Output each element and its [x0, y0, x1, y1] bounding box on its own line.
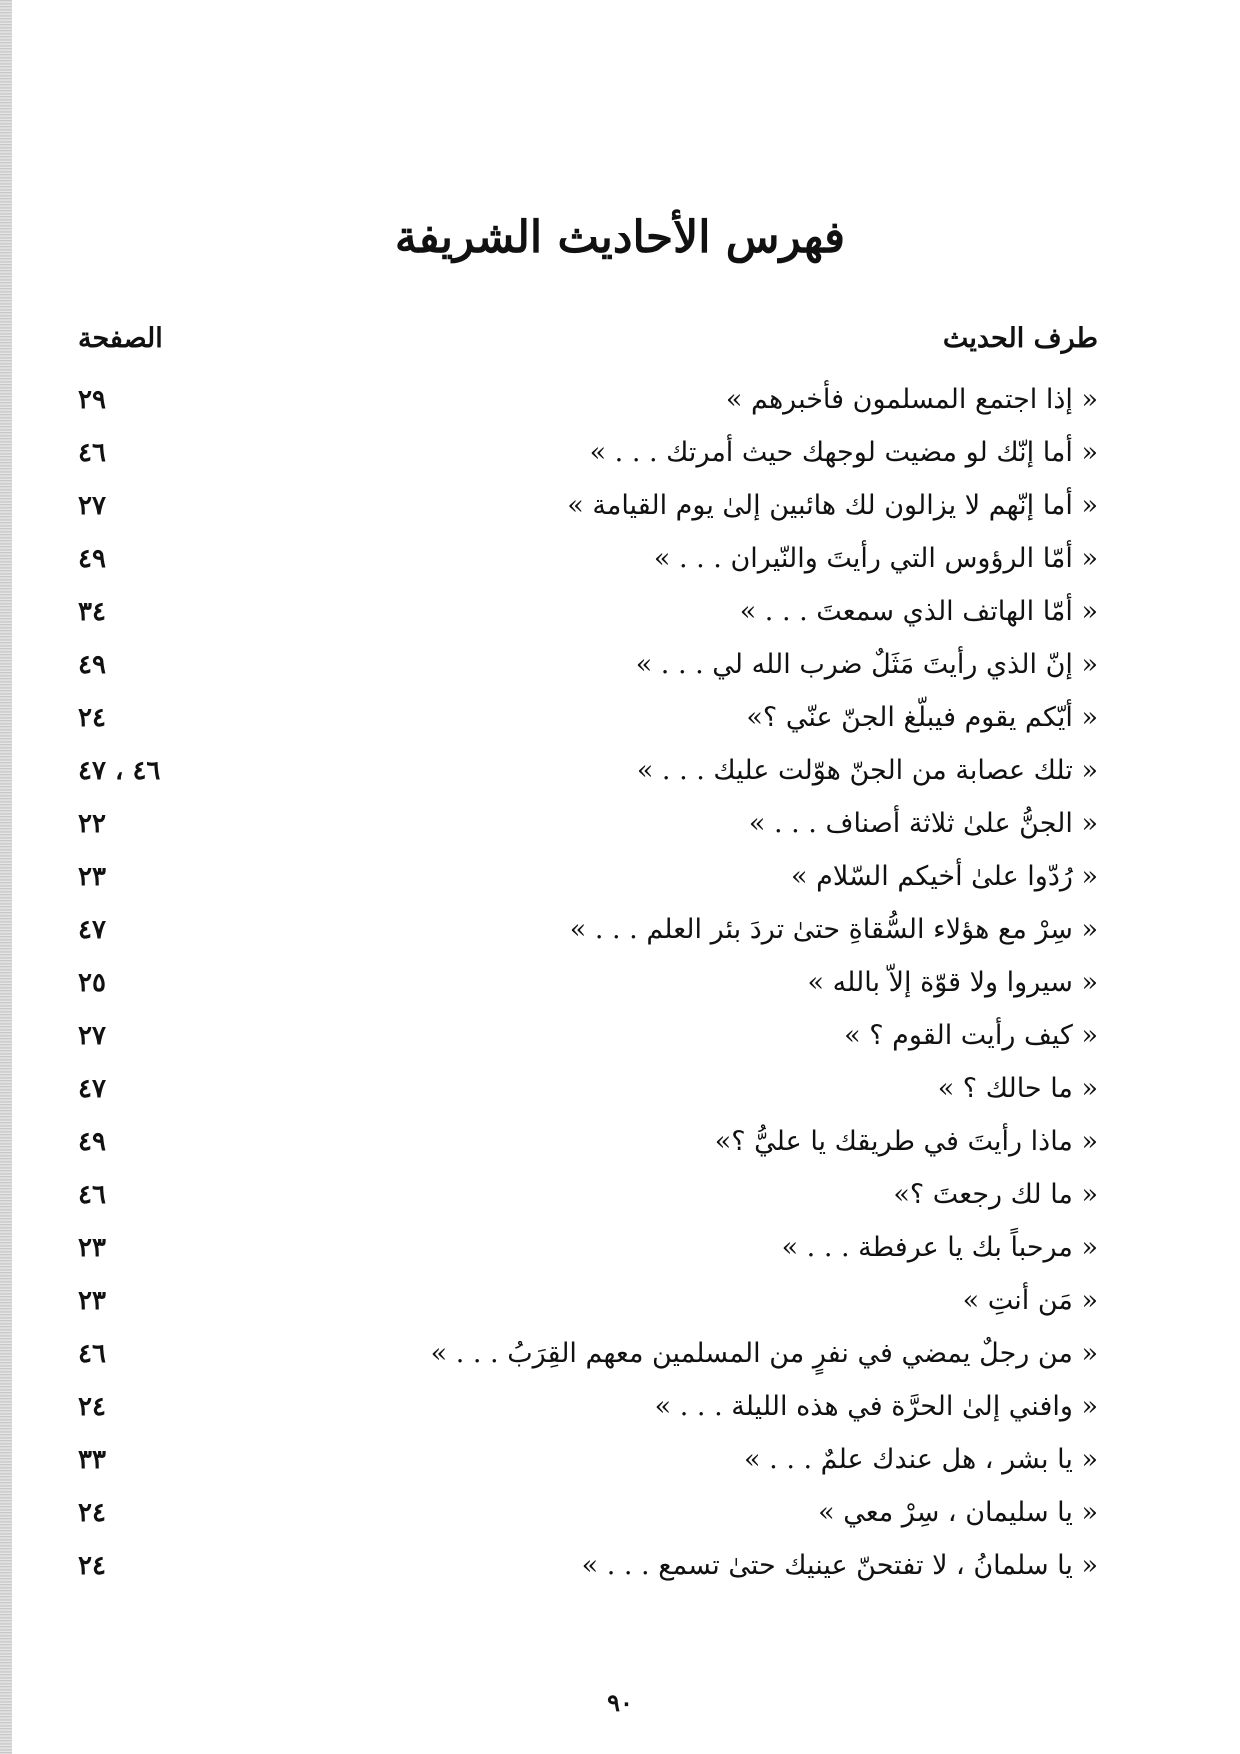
index-entry — [78, 903, 1098, 956]
hadith-text: « أمّا الهاتف الذي سمعتَ . . . » — [739, 596, 1098, 627]
hadith-text: « تلك عصابة من الجنّ هوّلت عليك . . . » — [636, 755, 1098, 786]
page-reference: ٤٩ — [78, 649, 106, 680]
page-reference: ٢٧ — [78, 490, 106, 521]
hadith-text: « ما حالك ؟ » — [937, 1073, 1098, 1104]
hadith-text: « وافني إلىٰ الحرَّة في هذه الليلة . . . » — [654, 1391, 1098, 1422]
page-title: فهرس الأحاديث الشريفة — [394, 212, 846, 263]
page-reference: ٤٦ — [78, 1179, 106, 1210]
hadith-text: « من رجلٌ يمضي في نفرٍ من المسلمين معهم القِرَبُ . . . » — [430, 1338, 1098, 1369]
index-entry — [78, 373, 1098, 426]
hadith-text: « رُدّوا علىٰ أخيكم السّلام » — [791, 861, 1098, 892]
page-reference: ٢٤ — [78, 1391, 106, 1422]
page-reference: ٢٣ — [78, 1232, 106, 1263]
hadith-text: « يا سلمانُ ، لا تفتحنّ عينيك حتىٰ تسمع . . . » — [581, 1550, 1098, 1581]
column-header-row — [78, 316, 1098, 360]
page-reference: ٢٤ — [78, 1497, 106, 1528]
index-entry — [78, 585, 1098, 638]
hadith-text: « ماذا رأيتَ في طريقك يا عليُّ ؟» — [714, 1126, 1098, 1157]
index-entry — [78, 797, 1098, 850]
index-entry — [78, 1009, 1098, 1062]
page-reference: ٢٢ — [78, 808, 106, 839]
page-reference: ٢٩ — [78, 384, 106, 415]
page-reference: ٣٣ — [78, 1444, 106, 1475]
page-reference: ٢٣ — [78, 1285, 106, 1316]
hadith-text: « الجنُّ علىٰ ثلاثة أصناف . . . » — [748, 808, 1098, 839]
index-entry — [78, 691, 1098, 744]
hadith-text: « كيف رأيت القوم ؟ » — [844, 1020, 1098, 1051]
index-entry — [78, 1380, 1098, 1433]
index-entry — [78, 1327, 1098, 1380]
hadith-index-list — [78, 373, 1098, 1592]
page-reference: ٢٧ — [78, 1020, 106, 1051]
index-entry — [78, 532, 1098, 585]
hadith-text: « يا سليمان ، سِرْ معي » — [818, 1497, 1098, 1528]
hadith-text: « أمّا الرؤوس التي رأيتَ والنّيران . . . » — [653, 543, 1098, 574]
page-reference: ٤٧ — [78, 1073, 106, 1104]
page-column-header: الصفحة — [78, 322, 163, 354]
page-reference: ٢٤ — [78, 1550, 106, 1581]
hadith-text: « أما إنّهم لا يزالون لك هائبين إلىٰ يوم القيامة » — [567, 490, 1098, 521]
index-entry — [78, 426, 1098, 479]
page-reference: ٢٤ — [78, 702, 106, 733]
hadith-text: « أيّكم يقوم فيبلّغ الجنّ عنّي ؟» — [746, 702, 1098, 733]
index-entry — [78, 1433, 1098, 1486]
page-reference: ٤٦ ، ٤٧ — [78, 755, 161, 786]
hadith-text: « مرحباً بك يا عرفطة . . . » — [781, 1232, 1098, 1263]
page-reference: ٢٥ — [78, 967, 106, 998]
index-entry — [78, 1274, 1098, 1327]
hadith-column-header: طرف الحديث — [942, 322, 1098, 354]
index-entry — [78, 850, 1098, 903]
page-reference: ٤٩ — [78, 543, 106, 574]
index-entry — [78, 1168, 1098, 1221]
hadith-text: « إذا اجتمع المسلمون فأخبرهم » — [725, 384, 1098, 415]
page-reference: ٢٣ — [78, 861, 106, 892]
index-entry — [78, 744, 1098, 797]
hadith-text: « يا بشر ، هل عندك علمٌ . . . » — [744, 1444, 1098, 1475]
index-entry — [78, 638, 1098, 691]
hadith-text: « إنّ الذي رأيتَ مَثَلٌ ضرب الله لي . . . » — [635, 649, 1098, 680]
page-reference: ٤٩ — [78, 1126, 106, 1157]
index-entry — [78, 1539, 1098, 1592]
hadith-text: « أما إنّك لو مضيت لوجهك حيث أمرتك . . . » — [589, 437, 1098, 468]
index-entry — [78, 956, 1098, 1009]
page-reference: ٤٦ — [78, 1338, 106, 1369]
hadith-text: « سيروا ولا قوّة إلاّ بالله » — [807, 967, 1098, 998]
page-reference: ٣٤ — [78, 596, 106, 627]
page-number: ٩٠ — [607, 1688, 633, 1717]
page-reference: ٤٦ — [78, 437, 106, 468]
hadith-text: « سِرْ مع هؤلاء السُّقاةِ حتىٰ تردَ بئر العلم . . . » — [569, 914, 1098, 945]
index-entry — [78, 1486, 1098, 1539]
index-entry — [78, 1221, 1098, 1274]
hadith-text: « ما لك رجعتَ ؟» — [893, 1179, 1098, 1210]
index-entry — [78, 479, 1098, 532]
index-entry — [78, 1115, 1098, 1168]
page-reference: ٤٧ — [78, 914, 106, 945]
index-entry — [78, 1062, 1098, 1115]
hadith-text: « مَن أنتِ » — [962, 1285, 1098, 1316]
